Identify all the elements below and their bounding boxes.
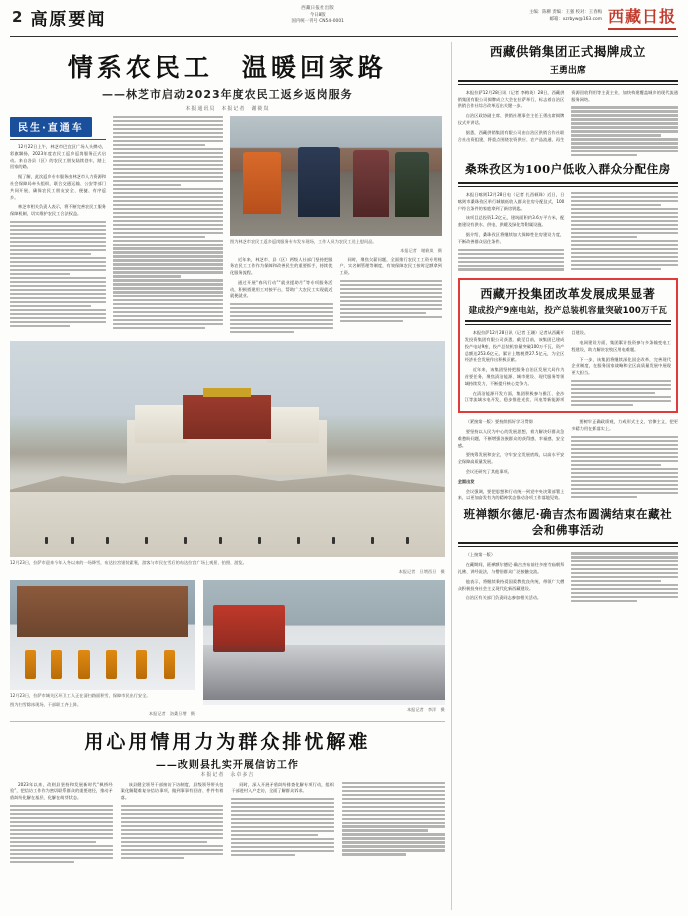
- body-filler-4: [340, 280, 443, 322]
- divider: [465, 320, 671, 325]
- paragraph: 本报拉萨12月28日讯（记者 李梅英）28日，西藏供销集团有限公司揭牌成立大会在拉萨举行，标志着自治区供销合作社综合改革迈出关键一步。: [457, 89, 565, 109]
- section-title: 高原要闻: [30, 9, 107, 30]
- paragraph: 据悉，西藏供销集团有限公司由自治区供销合作社联合社出资组建，将重点围绕农资供应、农产品流通、再生资源回收利用等主责主业，加快构建覆盖城乡的现代流通服务网络。: [457, 89, 678, 142]
- paragraph: 该项目总投资1.2亿元，建筑面积约3.6万平方米，配套建设有供水、供电、供暖及绿化等附属设施。: [457, 215, 565, 228]
- paragraph: 林芝市相关负责人表示，将不断完善农民工服务保障机制，切实维护农民工合法权益。: [10, 204, 106, 217]
- body-filler-r4: [571, 436, 678, 498]
- paragraph: 会议还研究了其他事项。: [465, 468, 512, 474]
- body-filler-r5: [571, 552, 678, 602]
- masthead-pages: 今日8版: [309, 12, 326, 18]
- body-filler-3: [230, 303, 333, 333]
- paragraph: 2023年以来，改则县坚持和发展新时代“枫桥经验”，把信访工作作为密切联系群众的重要途径，推动矛盾纠纷化解在基层、化解在萌芽状态。: [10, 781, 113, 801]
- body-filler-5: [10, 805, 113, 863]
- story3-boxed-article: [458, 278, 678, 413]
- paragraph: 下一步，该集团将继续深化国企改革，完善现代企业制度，在服务国家战略和全区高质量发展中展现更大担当。: [571, 356, 671, 376]
- lead-top-block: [10, 116, 445, 335]
- divider: [10, 721, 445, 722]
- photo-snow-clearing: [10, 580, 195, 690]
- lead2-col-3: [231, 782, 334, 865]
- lead-text-1: [10, 144, 106, 218]
- paragraph: 12月22日上午，林芝市巴宜区广场人头攒动，彩旗飘扬，2023年度农民工返乡返岗服务正式启动。来自各县（区）的农民工朋友陆续登车，踏上回家的路。: [10, 144, 106, 170]
- story2-headline: 桑珠孜区为100户低收入群众分配住房: [465, 162, 671, 177]
- photo-snow-crowd: [203, 580, 445, 705]
- paragraph: 据介绍，桑珠孜区将继续加大保障性住房建设力度，不断改善群众居住条件。: [457, 231, 565, 244]
- photo4-credit: 本报记者 李洋 摄: [406, 706, 445, 712]
- paragraph: 他表示，将继续秉持爱国爱教优良传统，带领广大僧众积极投身社会主义现代化新西藏建设。: [457, 578, 565, 591]
- continued-subheading: 全面出发: [457, 478, 475, 484]
- continued-kicker: （紧接第一版）要持续抓好学习贯彻: [465, 419, 533, 425]
- paragraph: 通过开展“春风行动”“就业援助月”等专项服务活动，积极搭建用工对接平台，帮助广大农民工实现就近就便就业。: [230, 279, 333, 299]
- snow-photo-row: [10, 580, 445, 717]
- story1-body: [458, 90, 678, 157]
- divider: [458, 542, 678, 547]
- left-column: [10, 42, 445, 910]
- right-column: [451, 42, 678, 910]
- masthead-editors: 主编：陈柳 责编：王强 校对：王春梅: [528, 10, 602, 16]
- paragraph: 近年来，该集团坚持把服务自治区发展大局作为首要任务，聚焦清洁能源、城市建设、现代服务等领域持续发力，不断提升核心竞争力。: [464, 367, 565, 386]
- photo3-caption: 12月23日，拉萨市城关区环卫工人正在清扫路面积雪，保障市民出行安全。: [10, 692, 151, 698]
- body-filler-r1: [571, 106, 678, 156]
- story1-headline: 西藏供销集团正式揭牌成立: [489, 44, 646, 59]
- body-filler-8: [342, 782, 445, 856]
- lead2-col-2: [121, 782, 224, 865]
- divider: [458, 182, 678, 187]
- paragraph: 要坚持以人民为中心的发展思想，着力解决好群众急难愁盼问题，不断增强各族群众的获得感、幸福感、安全感。: [457, 428, 565, 448]
- lead2-byline: 本报记者 永卓多吉: [200, 771, 255, 778]
- lead-bottom-text: [230, 257, 442, 336]
- lead-subhead: ——林芝市启动2023年度农民工返乡返岗服务: [102, 88, 353, 101]
- story3-headline: 西藏开投集团改革发展成果显著: [480, 287, 656, 302]
- lead-col-1: [10, 116, 106, 335]
- paragraph: 本报日喀则12月28日电（记者 扎西顿珠）近日，日喀则市桑珠孜区举行城镇低收入群众住房分配仪式，100户符合条件的家庭拿到了新房钥匙。: [457, 191, 565, 211]
- photo1-caption: 图为林芝市农民工返乡返岗服务专车发车现场，工作人员为农民工送上慰问品。: [230, 239, 377, 244]
- photo3-credit: 本报记者 洛桑旦增 摄: [148, 710, 195, 716]
- photo-farmworker-sendoff: [230, 116, 442, 236]
- paragraph: 电网建设方面，集团累计投资参与多条输变电工程建设，助力解决农牧区用电难题。: [571, 340, 671, 352]
- paragraph: 要统筹发展和安全，守牢安全发展底线，以高水平安全保障高质量发展。: [457, 452, 565, 465]
- photo2-caption: 12月23日，拉萨市迎来今年入冬以来的一场降雪，布达拉宫银装素裹，游客与市民在雪后的布达拉宫广场上观景、拍照、游览。: [10, 560, 247, 566]
- body-filler-2: [113, 116, 223, 329]
- paragraph: 自治区政协副主席、供销社理事会主任王勇出席揭牌仪式并讲话。: [457, 113, 565, 126]
- page-body: [10, 42, 678, 910]
- photo2-credit: 本报记者 旦增西旦 摄: [398, 568, 445, 574]
- paragraph: 在清洁能源开发方面，集团积极参与雅江、金沙江等流域水电开发，稳步推进光伏、风电等新能源项目建设。: [464, 330, 589, 403]
- lead-text-2: [230, 257, 333, 336]
- lead2-headline: 用心用情用力为群众排忧解难: [84, 730, 371, 753]
- paragraph: 在藏期间，班禅额尔德尼·确吉杰布前往多座寺庙朝拜礼佛、讲经说法，与僧俗群众广泛接触交流。: [457, 562, 565, 574]
- potala-palace-graphic: [127, 380, 327, 475]
- lead2-col-1: [10, 782, 113, 865]
- body-filler-1: [10, 221, 106, 327]
- story1-subhead: 王勇出席: [549, 65, 586, 76]
- continued-body: [458, 419, 678, 502]
- paragraph: 同时，聚焦欠薪问题，全面推行农民工工资专用账户、实名制管理等制度，有效保障农民工按时足额拿到工资。: [339, 256, 442, 276]
- story4-kicker: （上接第一版）: [465, 552, 496, 558]
- story3-subhead: 建成投产9座电站，投产总装机容量突破100万千瓦: [468, 306, 668, 317]
- masthead-center-info: [106, 6, 529, 26]
- paper-logo: 西藏日报: [608, 4, 676, 30]
- lead2-body: [10, 782, 445, 865]
- column-badge: 民生·直通车: [10, 117, 92, 137]
- paragraph: 要树牢正确政绩观，力戒形式主义、官僚主义，把更多精力用在抓落实上。: [571, 419, 678, 431]
- paragraph: 本报拉萨12月28日讯（记者 王珊）记者从西藏开发投资集团有限公司获悉，截至目前，该集团已建成投产电站9座，投产总装机容量突破100万千瓦，资产总额达253.6亿元，累计上缴税费27.5亿元，为全区经济社会发展作出积极贡献。: [464, 330, 565, 363]
- masthead-email: 邮箱：xzrbyw@163.com: [549, 17, 602, 22]
- lead-text-3: [340, 257, 443, 336]
- lead2-col-4: [342, 782, 445, 865]
- badge-wrap: [10, 116, 106, 140]
- page-number: 2: [12, 8, 23, 26]
- masthead-publisher: 西藏日报社出版: [301, 6, 335, 12]
- lead-col-2: [113, 116, 223, 335]
- paragraph: 会议强调，要把思想和行动统一到党中央决策部署上来，以更加奋发有为的精神状态推动各项工作落地见效。: [457, 488, 565, 501]
- story3-body: [465, 330, 671, 406]
- photo4-caption: 图为扫雪除冰现场，干部职工齐上阵。: [10, 702, 82, 708]
- masthead-cn-code: 国内统一刊号 CN54-0001: [291, 19, 344, 25]
- divider: [458, 80, 678, 85]
- story4-headline: 班禅额尔德尼·确吉杰布圆满结束在藏社会和佛事活动: [463, 507, 673, 537]
- paragraph: 自治区有关部门负责同志参加相关活动。: [465, 595, 542, 601]
- body-filler-6: [121, 805, 224, 859]
- photo-potala-snow: [10, 341, 445, 557]
- story4-body: [458, 552, 678, 604]
- snow-photo-left-block: [10, 580, 195, 717]
- story2-body: [458, 192, 678, 272]
- lead2-subhead: ——改则县扎实开展信访工作: [155, 759, 299, 771]
- body-filler-r3: [571, 380, 671, 406]
- lead-byline: 本报通讯员 本报记者 谢筱岚: [185, 106, 270, 112]
- masthead: [10, 0, 678, 37]
- masthead-editors-block: [529, 10, 602, 23]
- lead-col-3: [230, 116, 442, 335]
- snow-photo-right-block: [203, 580, 445, 717]
- body-filler-7: [231, 798, 334, 856]
- paragraph: 近年来，林芝市、县（区）两级人社部门坚持把服务农民工工作作为保障和改善民生的重要抓手，持续优化服务流程。: [230, 256, 333, 276]
- paragraph: 该县健全领导干部接访下访制度，县级领导带头包案化解疑难复杂信访事项，做到事事有回音、件件有着落。: [120, 781, 224, 801]
- paragraph: 同时，深入开展矛盾纠纷排查化解专项行动，组织干部进村入户走访，全面了解群众诉求。: [231, 781, 335, 794]
- photo1-credit: 本报记者 谢筱岚 摄: [400, 247, 442, 253]
- paragraph: 据了解，此次返乡专车服务由林芝市人力资源和社会保障局牵头组织，联合交通运输、公安等部门共同开展，确保农民工朋友安全、便捷、有序返乡。: [10, 174, 106, 200]
- lead-headline: 情系农民工 温暖回家路: [67, 53, 387, 82]
